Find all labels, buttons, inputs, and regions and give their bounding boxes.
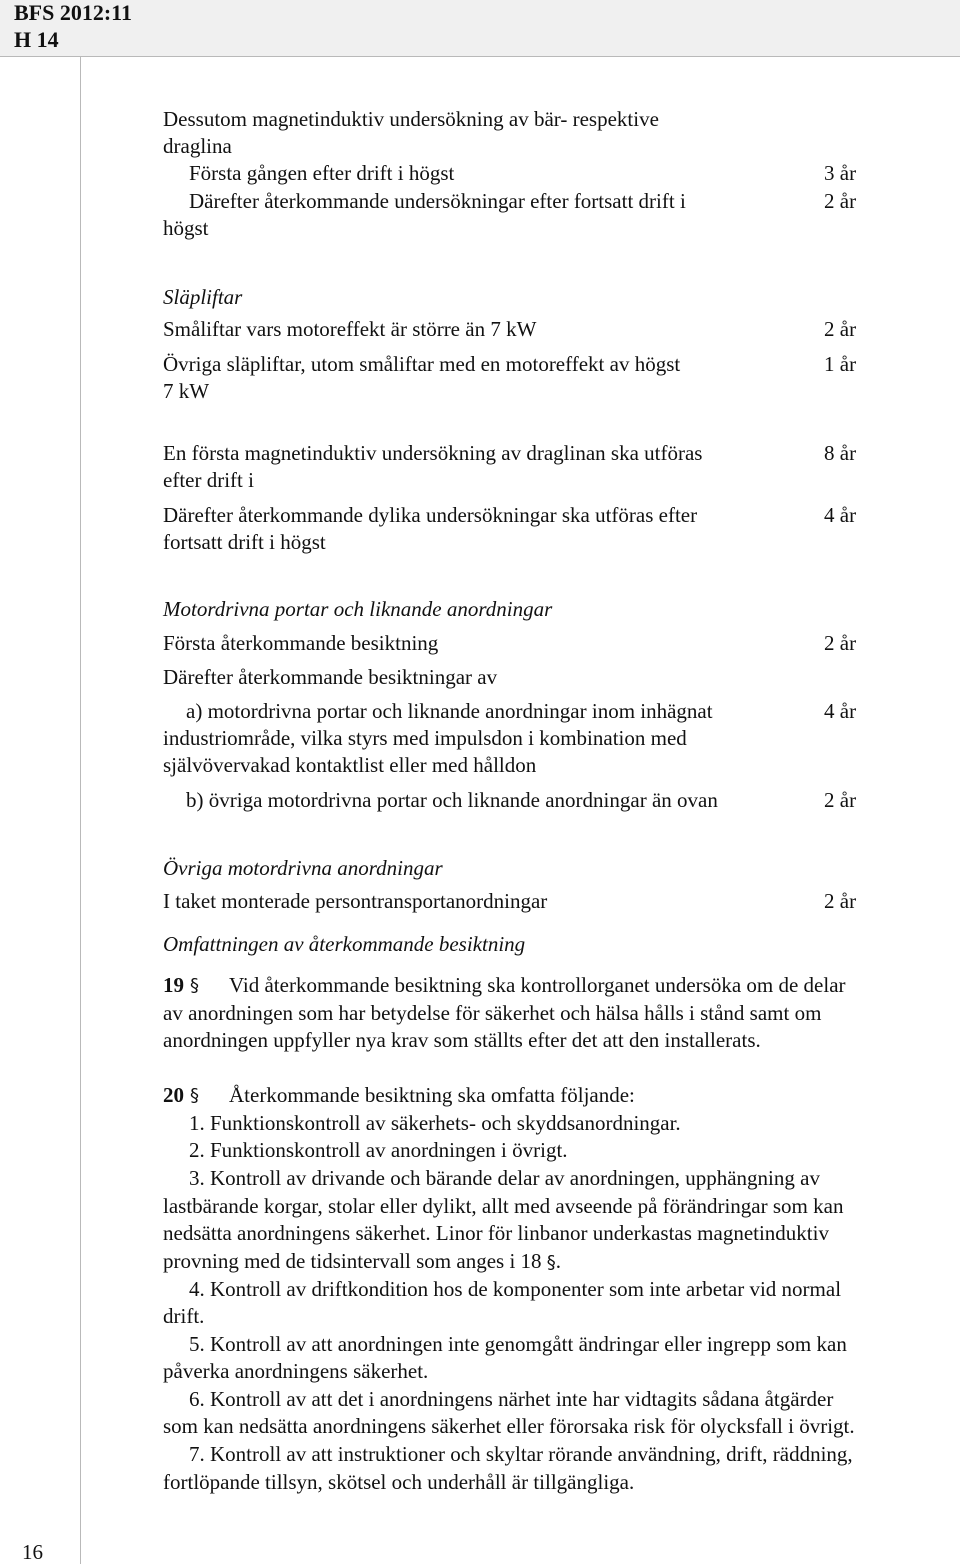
list-item: 4. Kontroll av driftkondition hos de komponenter som inte arbetar vid normal	[189, 1277, 842, 1301]
interval-label: högst	[163, 216, 209, 240]
list-item: 6. Kontroll av att det i anordningens närhet inte har vidtagits sådana åtgärder	[189, 1387, 834, 1411]
interval-value: 2 år	[824, 631, 857, 655]
interval-value: 1 år	[824, 352, 857, 376]
interval-label: En första magnetinduktiv undersökning av draglinan ska utföras	[163, 441, 703, 465]
list-item: 5. Kontroll av att anordningen inte genomgått ändringar eller ingrepp som kan	[189, 1332, 847, 1356]
list-item: 7. Kontroll av att instruktioner och skyltar rörande användning, drift, räddning,	[189, 1442, 853, 1466]
interval-label: Småliftar vars motoreffekt är större än 7 kW	[163, 317, 537, 341]
interval-label: fortsatt drift i högst	[163, 530, 326, 554]
section-sign: §	[190, 1085, 199, 1106]
interval-value: 4 år	[824, 503, 857, 527]
list-item: 2. Funktionskontroll av anordningen i övrigt.	[189, 1138, 568, 1162]
interval-value: 2 år	[824, 889, 857, 913]
interval-label: b) övriga motordrivna portar och liknande anordningar än ovan	[186, 788, 718, 812]
interval-label: Första gången efter drift i högst	[189, 161, 455, 185]
section-heading: Släpliftar	[163, 285, 243, 309]
interval-value: 2 år	[824, 189, 857, 213]
list-item-text: .	[555, 1249, 562, 1273]
paragraph-number: 19	[163, 973, 184, 997]
interval-value: 3 år	[824, 161, 857, 185]
section-heading: Övriga motordrivna anordningar	[163, 856, 443, 880]
section-sign: §	[546, 1252, 556, 1273]
list-item: lastbärande korgar, stolar eller dylikt, allt med avseende på förändringar som kan	[163, 1194, 844, 1218]
interval-value: 4 år	[824, 699, 857, 723]
section-heading: Motordrivna portar och liknande anordningar	[163, 597, 553, 621]
interval-value: 8 år	[824, 441, 857, 465]
list-item: 1. Funktionskontroll av säkerhets- och skyddsanordningar.	[189, 1111, 681, 1135]
interval-label: Därefter återkommande dylika undersökningar ska utföras efter	[163, 503, 698, 527]
interval-label: a) motordrivna portar och liknande anordningar inom inhägnat	[186, 699, 713, 723]
left-margin-column	[0, 56, 81, 1564]
paragraph-text: anordningen uppfyller nya krav som ställts efter det att den installerats.	[163, 1028, 761, 1052]
interval-label: efter drift i	[163, 468, 254, 492]
interval-label: 7 kW	[163, 379, 210, 403]
paragraph-number: 20	[163, 1083, 184, 1107]
interval-label: självövervakad kontaktlist eller med hålldon	[163, 753, 537, 777]
list-item	[163, 1248, 561, 1276]
intro-line: Dessutom magnetinduktiv undersökning av bär- respektive	[163, 107, 659, 131]
list-item: nedsätta anordningens säkerhet. Linor för linbanor underkastas magnetinduktiv	[163, 1221, 829, 1245]
interval-label: industriområde, vilka styrs med impulsdon i kombination med	[163, 726, 687, 750]
interval-label: I taket monterade persontransportanordningar	[163, 889, 548, 913]
list-item: fortlöpande tillsyn, skötsel och underhåll är tillgängliga.	[163, 1470, 635, 1494]
document-section: H 14	[14, 27, 59, 52]
page-number: 16	[22, 1540, 43, 1564]
interval-label: Därefter återkommande undersökningar efter fortsatt drift i	[189, 189, 686, 213]
paragraph-text: Vid återkommande besiktning ska kontrollorganet undersöka om de delar	[229, 973, 846, 997]
paragraph-text: av anordningen som har betydelse för säkerhet och hälsa hålls i stånd samt om	[163, 1001, 822, 1025]
section-sign: §	[190, 975, 199, 996]
intro-line: draglina	[163, 134, 232, 158]
interval-value: 2 år	[824, 788, 857, 812]
list-item: drift.	[163, 1304, 205, 1328]
interval-value: 2 år	[824, 317, 857, 341]
list-item: 3. Kontroll av drivande och bärande delar av anordningen, upphängning av	[189, 1166, 820, 1190]
document-id: BFS 2012:11	[14, 0, 132, 25]
list-item-text: provning med de tidsintervall som anges i 18	[163, 1249, 542, 1273]
interval-label: Övriga släpliftar, utom småliftar med en motoreffekt av högst	[163, 352, 681, 376]
paragraph-text: Återkommande besiktning ska omfatta följande:	[229, 1083, 635, 1107]
list-item: som kan nedsätta anordningens säkerhet eller förorsaka risk för olycksfall i övrigt.	[163, 1414, 855, 1438]
document-header	[0, 0, 960, 57]
interval-label: Därefter återkommande besiktningar av	[163, 665, 498, 689]
interval-label: Första återkommande besiktning	[163, 631, 439, 655]
list-item: påverka anordningens säkerhet.	[163, 1359, 429, 1383]
section-heading: Omfattningen av återkommande besiktning	[163, 932, 526, 956]
